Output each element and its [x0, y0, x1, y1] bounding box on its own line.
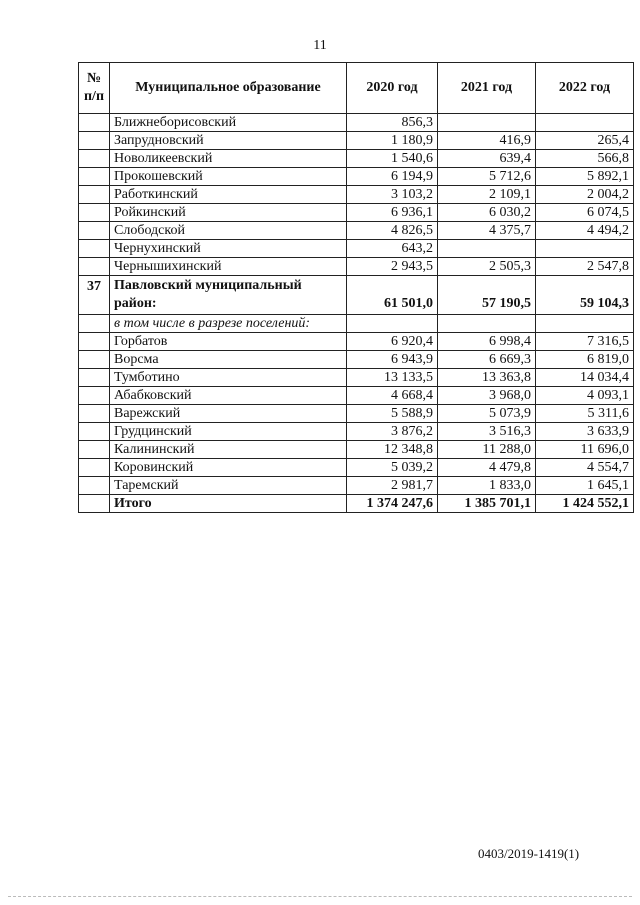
- district-name: Павловский муниципальный район:: [110, 276, 347, 315]
- row-name: Ройкинский: [110, 204, 347, 222]
- row-2021: 4 375,7: [438, 222, 536, 240]
- row-2020: 5 039,2: [347, 459, 438, 477]
- settlement-rows-b: [79, 333, 634, 495]
- row-2022: 5 311,6: [536, 405, 634, 423]
- row-2020: 3 103,2: [347, 186, 438, 204]
- row-2021: 416,9: [438, 132, 536, 150]
- row-2020: 1 180,9: [347, 132, 438, 150]
- row-2021: 639,4: [438, 150, 536, 168]
- row-2020: 5 588,9: [347, 405, 438, 423]
- row-2022: 7 316,5: [536, 333, 634, 351]
- row-2021: 6 669,3: [438, 351, 536, 369]
- district-2020: 61 501,0: [347, 276, 438, 315]
- row-2020: 856,3: [347, 114, 438, 132]
- district-section: [79, 276, 634, 333]
- row-2020: 6 920,4: [347, 333, 438, 351]
- header-2021: 2021 год: [438, 63, 536, 114]
- row-num: [79, 240, 110, 258]
- table-row: [79, 222, 634, 240]
- row-2022: [536, 240, 634, 258]
- subheader-row: [79, 315, 634, 333]
- table-row: [79, 405, 634, 423]
- table-row: [79, 240, 634, 258]
- row-name: Ближнеборисовский: [110, 114, 347, 132]
- row-2022: 6 074,5: [536, 204, 634, 222]
- row-name: Коровинский: [110, 459, 347, 477]
- row-num: [79, 222, 110, 240]
- row-name: Новоликеевский: [110, 150, 347, 168]
- table-row: [79, 351, 634, 369]
- row-name: Калининский: [110, 441, 347, 459]
- row-num: [79, 477, 110, 495]
- table-row: [79, 369, 634, 387]
- total-row: [79, 495, 634, 513]
- row-2020: 3 876,2: [347, 423, 438, 441]
- district-num: 37: [79, 276, 110, 315]
- total-label: Итого: [110, 495, 347, 513]
- row-num: [79, 441, 110, 459]
- table-row: [79, 441, 634, 459]
- table-row: [79, 387, 634, 405]
- row-2021: 3 968,0: [438, 387, 536, 405]
- row-num: [79, 258, 110, 276]
- row-2022: 11 696,0: [536, 441, 634, 459]
- row-2021: 5 073,9: [438, 405, 536, 423]
- row-num: [79, 132, 110, 150]
- scan-edge-line: [8, 896, 632, 898]
- row-name: Слободской: [110, 222, 347, 240]
- row-name: Ворсма: [110, 351, 347, 369]
- row-num: [79, 150, 110, 168]
- row-name: Таремский: [110, 477, 347, 495]
- district-row: [79, 276, 634, 315]
- row-name: Чернышихинский: [110, 258, 347, 276]
- subheader-text: в том числе в разрезе поселений:: [110, 315, 347, 333]
- total-2021: 1 385 701,1: [438, 495, 536, 513]
- row-name: Абабковский: [110, 387, 347, 405]
- row-2022: 5 892,1: [536, 168, 634, 186]
- table-row: [79, 258, 634, 276]
- row-2020: 12 348,8: [347, 441, 438, 459]
- row-name: Горбатов: [110, 333, 347, 351]
- table-row: [79, 204, 634, 222]
- row-name: Чернухинский: [110, 240, 347, 258]
- table-row: [79, 150, 634, 168]
- row-num: [79, 405, 110, 423]
- table-row: [79, 423, 634, 441]
- table-row: [79, 477, 634, 495]
- row-2021: 1 833,0: [438, 477, 536, 495]
- row-2022: 4 093,1: [536, 387, 634, 405]
- row-2020: 2 943,5: [347, 258, 438, 276]
- row-num: [79, 423, 110, 441]
- row-2021: 13 363,8: [438, 369, 536, 387]
- row-2021: 11 288,0: [438, 441, 536, 459]
- header-2022: 2022 год: [536, 63, 634, 114]
- row-2022: 3 633,9: [536, 423, 634, 441]
- row-2021: 6 998,4: [438, 333, 536, 351]
- total-section: [79, 495, 634, 513]
- row-2020: 6 194,9: [347, 168, 438, 186]
- row-name: Прокошевский: [110, 168, 347, 186]
- table-row: [79, 333, 634, 351]
- row-num: [79, 351, 110, 369]
- page-number: 11: [313, 38, 327, 53]
- row-2021: 2 109,1: [438, 186, 536, 204]
- table-row: [79, 186, 634, 204]
- budget-table: [78, 62, 634, 513]
- table-row: [79, 459, 634, 477]
- row-2022: 566,8: [536, 150, 634, 168]
- row-name: Грудцинский: [110, 423, 347, 441]
- row-2021: [438, 240, 536, 258]
- row-2022: 14 034,4: [536, 369, 634, 387]
- row-2020: 1 540,6: [347, 150, 438, 168]
- row-num: [79, 369, 110, 387]
- row-num: [79, 168, 110, 186]
- row-name: Тумботино: [110, 369, 347, 387]
- row-2021: [438, 114, 536, 132]
- row-2021: 2 505,3: [438, 258, 536, 276]
- document-code: 0403/2019-1419(1): [478, 846, 580, 861]
- row-2021: 3 516,3: [438, 423, 536, 441]
- table-row: [79, 114, 634, 132]
- row-2022: 4 494,2: [536, 222, 634, 240]
- row-num: [79, 114, 110, 132]
- table-row: [79, 168, 634, 186]
- row-2020: 13 133,5: [347, 369, 438, 387]
- row-2022: 4 554,7: [536, 459, 634, 477]
- settlement-rows-a: [79, 114, 634, 276]
- row-2020: 6 936,1: [347, 204, 438, 222]
- row-2021: 6 030,2: [438, 204, 536, 222]
- row-2020: 2 981,7: [347, 477, 438, 495]
- row-2020: 6 943,9: [347, 351, 438, 369]
- row-2020: 4 668,4: [347, 387, 438, 405]
- total-2020: 1 374 247,6: [347, 495, 438, 513]
- header-num: № п/п: [79, 63, 110, 114]
- header-name: Муниципальное образование: [110, 63, 347, 114]
- row-2022: 1 645,1: [536, 477, 634, 495]
- row-name: Работкинский: [110, 186, 347, 204]
- district-2022: 59 104,3: [536, 276, 634, 315]
- row-num: [79, 387, 110, 405]
- header-2020: 2020 год: [347, 63, 438, 114]
- row-name: Запрудновский: [110, 132, 347, 150]
- row-2022: 2 547,8: [536, 258, 634, 276]
- table-header-row: [79, 63, 634, 114]
- row-num: [79, 459, 110, 477]
- row-num: [79, 186, 110, 204]
- table-row: [79, 132, 634, 150]
- total-2022: 1 424 552,1: [536, 495, 634, 513]
- district-2021: 57 190,5: [438, 276, 536, 315]
- row-2020: 643,2: [347, 240, 438, 258]
- row-num: [79, 333, 110, 351]
- row-2022: [536, 114, 634, 132]
- row-2022: 2 004,2: [536, 186, 634, 204]
- row-2022: 265,4: [536, 132, 634, 150]
- row-2020: 4 826,5: [347, 222, 438, 240]
- row-2021: 4 479,8: [438, 459, 536, 477]
- row-name: Варежский: [110, 405, 347, 423]
- row-num: [79, 204, 110, 222]
- row-2022: 6 819,0: [536, 351, 634, 369]
- row-2021: 5 712,6: [438, 168, 536, 186]
